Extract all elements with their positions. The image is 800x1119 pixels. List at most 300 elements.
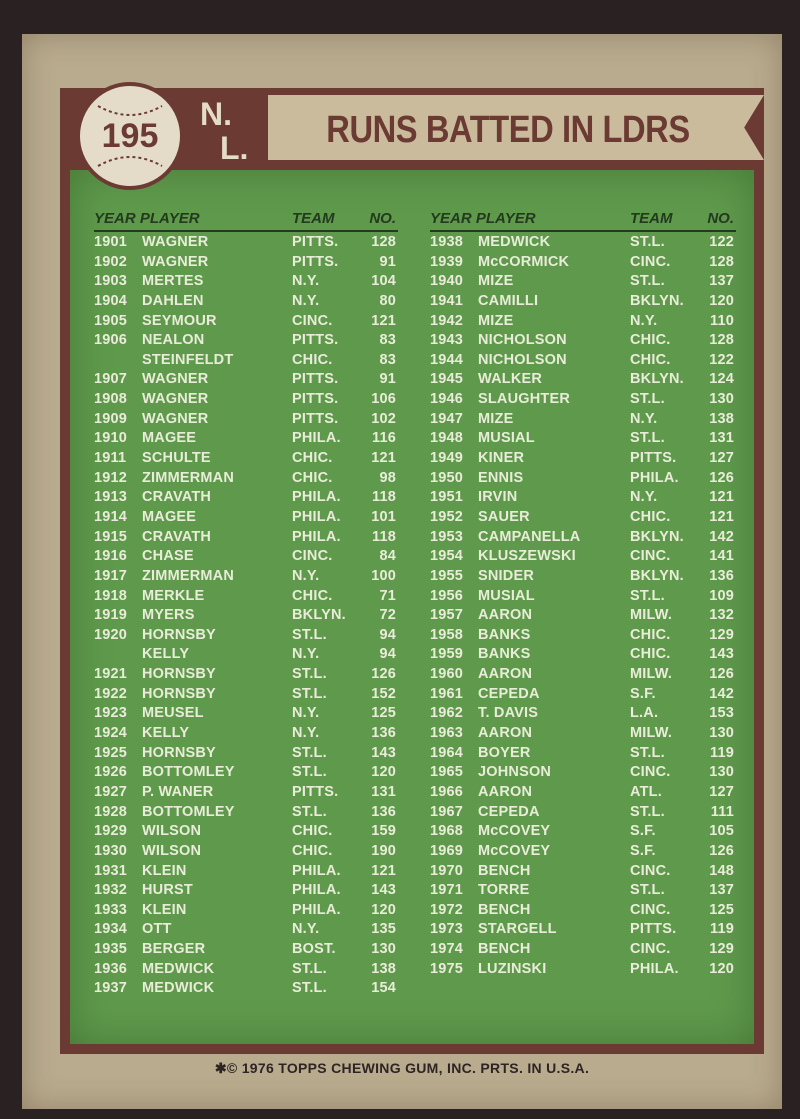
row-player: MAGEE: [142, 430, 197, 447]
row-year: 1936: [94, 960, 128, 977]
table-row: [94, 959, 398, 979]
row-player: MUSIAL: [478, 430, 535, 447]
row-player: KLEIN: [142, 862, 187, 879]
table-row: [94, 625, 398, 645]
row-player: KINER: [478, 450, 525, 467]
row-rbi: 127: [709, 783, 734, 800]
table-row: [94, 507, 398, 527]
row-year: 1947: [430, 410, 464, 427]
row-rbi: 84: [379, 548, 396, 565]
table-row: [94, 802, 398, 822]
row-team: PHILA.: [292, 508, 341, 525]
header-team: TEAM: [292, 210, 335, 227]
row-team: PHILA.: [630, 469, 679, 486]
row-rbi: 126: [709, 666, 734, 683]
row-team: PITTS.: [630, 921, 677, 938]
row-rbi: 126: [709, 469, 734, 486]
row-rbi: 124: [709, 371, 734, 388]
row-rbi: 131: [371, 783, 396, 800]
row-rbi: 120: [709, 960, 734, 977]
league-line-1: N.: [200, 96, 232, 132]
table-row: [430, 959, 736, 979]
row-rbi: 106: [371, 391, 396, 408]
row-team: CHIC.: [630, 508, 671, 525]
row-rbi: 122: [709, 234, 734, 250]
row-team: PITTS.: [292, 332, 339, 349]
row-year: 1950: [430, 469, 464, 486]
row-rbi: 100: [371, 567, 396, 584]
row-player: ZIMMERMAN: [142, 567, 235, 584]
row-player: OTT: [142, 921, 172, 938]
row-rbi: 118: [372, 528, 396, 545]
row-year: 1952: [430, 508, 464, 525]
row-year: 1919: [94, 607, 128, 624]
table-row: [430, 487, 736, 507]
table-row: [430, 703, 736, 723]
row-rbi: 120: [371, 764, 396, 781]
row-rbi: 121: [371, 450, 396, 467]
row-year: 1974: [430, 941, 464, 958]
row-player: BANKS: [478, 626, 531, 643]
row-team: N.Y.: [292, 646, 320, 663]
row-team: ST.L.: [630, 803, 665, 820]
row-player: BANKS: [478, 646, 531, 663]
row-player: AARON: [478, 666, 533, 683]
row-year: 1956: [430, 587, 464, 604]
row-player: CAMILLI: [478, 292, 539, 309]
row-player: IRVIN: [478, 489, 518, 506]
row-team: ST.L.: [292, 685, 327, 702]
row-team: N.Y.: [630, 410, 658, 427]
row-year: 1951: [430, 489, 464, 506]
row-team: ST.L.: [630, 587, 665, 604]
row-player: HORNSBY: [142, 744, 216, 761]
row-player: BOYER: [478, 744, 531, 761]
row-rbi: 119: [710, 921, 734, 938]
row-year: 1943: [430, 332, 464, 349]
row-team: N.Y.: [292, 705, 320, 722]
row-year: 1911: [94, 450, 127, 467]
row-team: CINC.: [630, 941, 671, 958]
row-player: KLEIN: [142, 901, 187, 918]
table-row: [430, 527, 736, 547]
table-row: [430, 723, 736, 743]
table-row: [430, 586, 736, 606]
row-year: 1904: [94, 292, 128, 309]
row-rbi: 110: [710, 312, 734, 329]
table-row: [94, 880, 398, 900]
row-year: 1941: [430, 292, 464, 309]
row-team: N.Y.: [292, 292, 320, 309]
row-year: 1965: [430, 764, 464, 781]
row-team: CINC.: [630, 764, 671, 781]
table-row: [94, 821, 398, 841]
row-team: ST.L.: [292, 626, 327, 643]
table-row: [94, 703, 398, 723]
table-row: [430, 330, 736, 350]
row-rbi: 136: [371, 725, 396, 742]
header-team: TEAM: [630, 210, 673, 227]
table-row: [430, 468, 736, 488]
table-row: [94, 311, 398, 331]
row-team: ST.L.: [292, 666, 327, 683]
row-player: KLUSZEWSKI: [478, 548, 576, 565]
row-rbi: 137: [709, 273, 734, 290]
row-team: BKLYN.: [630, 528, 684, 545]
row-rbi: 94: [379, 626, 396, 643]
row-team: N.Y.: [630, 312, 658, 329]
row-year: 1932: [94, 882, 128, 899]
row-rbi: 130: [709, 764, 734, 781]
row-team: PHILA.: [292, 862, 341, 879]
table-row: [430, 409, 736, 429]
table-row: [430, 644, 736, 664]
row-player: McCOVEY: [478, 842, 551, 859]
row-year: 1934: [94, 921, 128, 938]
row-rbi: 91: [379, 253, 396, 270]
row-team: PITTS.: [292, 234, 339, 250]
row-year: 1939: [430, 253, 464, 270]
row-player: BOTTOMLEY: [142, 764, 235, 781]
row-year: 1908: [94, 391, 128, 408]
row-rbi: 80: [379, 292, 396, 309]
row-rbi: 101: [371, 508, 396, 525]
table-row: [94, 861, 398, 881]
header-year-player: YEAR PLAYER: [430, 210, 536, 227]
row-player: BENCH: [478, 862, 531, 879]
table-row: [94, 586, 398, 606]
row-player: MIZE: [478, 410, 514, 427]
row-team: PHILA.: [292, 528, 341, 545]
table-row: [430, 861, 736, 881]
row-team: ST.L.: [292, 960, 327, 977]
table-row: [430, 507, 736, 527]
table-row: [94, 468, 398, 488]
row-year: 1902: [94, 253, 128, 270]
row-player: WAGNER: [142, 410, 209, 427]
row-team: BOST.: [292, 941, 336, 958]
table-row: [94, 782, 398, 802]
row-player: WILSON: [142, 823, 202, 840]
table-row: [94, 448, 398, 468]
row-player: MUSIAL: [478, 587, 535, 604]
row-player: AARON: [478, 725, 533, 742]
leaders-column-left: [94, 208, 398, 998]
header-year-player: YEAR PLAYER: [94, 210, 200, 227]
row-team: PITTS.: [292, 783, 339, 800]
row-team: BKLYN.: [292, 607, 346, 624]
table-row: [94, 252, 398, 272]
row-player: HORNSBY: [142, 666, 216, 683]
row-year: 1907: [94, 371, 128, 388]
row-year: 1961: [430, 685, 464, 702]
row-team: BKLYN.: [630, 567, 684, 584]
row-rbi: 130: [709, 391, 734, 408]
row-year: 1917: [94, 567, 128, 584]
row-team: CINC.: [630, 862, 671, 879]
row-year: 1913: [94, 489, 128, 506]
table-row: [94, 644, 398, 664]
header-no: NO.: [707, 210, 734, 227]
row-rbi: 91: [379, 371, 396, 388]
row-player: McCORMICK: [478, 253, 570, 270]
table-row: [430, 311, 736, 331]
row-year: 1935: [94, 941, 128, 958]
row-team: CHIC.: [292, 450, 333, 467]
table-row: [430, 880, 736, 900]
row-team: PHILA.: [292, 489, 341, 506]
table-row: [430, 566, 736, 586]
row-team: L.A.: [630, 705, 659, 722]
row-rbi: 190: [371, 842, 396, 859]
row-year: 1921: [94, 666, 128, 683]
row-team: PITTS.: [292, 391, 339, 408]
row-rbi: 120: [371, 901, 396, 918]
row-player: CRAVATH: [142, 489, 212, 506]
row-year: 1933: [94, 901, 128, 918]
row-year: 1957: [430, 607, 464, 624]
copyright-footer: ✱© 1976 TOPPS CHEWING GUM, INC. PRTS. IN U.S.A.: [214, 1060, 590, 1076]
row-rbi: 141: [709, 548, 734, 565]
row-year: 1915: [94, 528, 128, 545]
table-row: [94, 919, 398, 939]
row-team: ST.L.: [630, 882, 665, 899]
row-rbi: 94: [379, 646, 396, 663]
row-team: CHIC.: [292, 823, 333, 840]
row-rbi: 83: [379, 351, 396, 368]
column-header: [94, 208, 398, 232]
row-player: KELLY: [142, 725, 190, 742]
table-row: [94, 271, 398, 291]
row-year: 1971: [430, 882, 464, 899]
row-team: PITTS.: [292, 371, 339, 388]
row-year: 1948: [430, 430, 464, 447]
table-row: [94, 841, 398, 861]
row-year: 1925: [94, 744, 128, 761]
row-player: CEPEDA: [478, 803, 540, 820]
row-year: 1949: [430, 450, 464, 467]
row-player: WALKER: [478, 371, 543, 388]
row-rbi: 126: [371, 666, 396, 683]
row-player: MEDWICK: [478, 234, 551, 250]
row-team: S.F.: [630, 842, 656, 859]
table-row: [94, 684, 398, 704]
row-year: 1973: [430, 921, 464, 938]
league-line-2: L.: [220, 130, 249, 166]
row-year: 1975: [430, 960, 464, 977]
row-rbi: 154: [371, 980, 396, 997]
row-rbi: 121: [371, 862, 396, 879]
row-rbi: 109: [709, 587, 734, 604]
row-year: 1926: [94, 764, 128, 781]
table-row: [94, 546, 398, 566]
row-year: 1964: [430, 744, 464, 761]
row-rbi: 136: [709, 567, 734, 584]
row-player: MAGEE: [142, 508, 197, 525]
row-player: STEINFELDT: [142, 351, 234, 368]
row-rbi: 135: [371, 921, 396, 938]
table-row: [94, 723, 398, 743]
table-row: [94, 900, 398, 920]
row-team: PHILA.: [292, 901, 341, 918]
row-rbi: 159: [371, 823, 396, 840]
row-team: PITTS.: [292, 253, 339, 270]
row-player: WAGNER: [142, 371, 209, 388]
header-no: NO.: [369, 210, 396, 227]
row-year: 1927: [94, 783, 128, 800]
row-year: 1931: [94, 862, 128, 879]
row-player: BENCH: [478, 941, 531, 958]
row-rbi: 138: [371, 960, 396, 977]
row-rbi: 125: [371, 705, 396, 722]
row-year: 1966: [430, 783, 464, 800]
row-year: 1972: [430, 901, 464, 918]
row-team: ST.L.: [292, 764, 327, 781]
row-rbi: 137: [709, 882, 734, 899]
row-team: MILW.: [630, 725, 673, 742]
row-player: MERTES: [142, 273, 204, 290]
table-row: [430, 664, 736, 684]
row-year: 1945: [430, 371, 464, 388]
row-team: MILW.: [630, 607, 673, 624]
table-row: [94, 487, 398, 507]
row-player: HORNSBY: [142, 685, 216, 702]
row-year: 1969: [430, 842, 464, 859]
row-team: PITTS.: [630, 450, 677, 467]
row-player: LUZINSKI: [478, 960, 547, 977]
table-row: [430, 271, 736, 291]
row-player: BOTTOMLEY: [142, 803, 235, 820]
row-year: 1959: [430, 646, 464, 663]
table-row: [94, 743, 398, 763]
row-player: DAHLEN: [142, 292, 204, 309]
row-player: SNIDER: [478, 567, 534, 584]
table-row: [94, 762, 398, 782]
row-rbi: 105: [709, 823, 734, 840]
row-rbi: 71: [379, 587, 396, 604]
row-team: CINC.: [292, 312, 333, 329]
row-year: 1901: [94, 234, 128, 250]
row-rbi: 152: [371, 685, 396, 702]
row-team: N.Y.: [630, 489, 658, 506]
row-player: HORNSBY: [142, 626, 216, 643]
row-rbi: 128: [709, 332, 734, 349]
row-team: BKLYN.: [630, 292, 684, 309]
league-label: [190, 98, 260, 168]
row-team: PHILA.: [292, 430, 341, 447]
row-player: SLAUGHTER: [478, 391, 571, 408]
table-row: [430, 821, 736, 841]
row-year: 1953: [430, 528, 464, 545]
row-team: BKLYN.: [630, 371, 684, 388]
row-team: CINC.: [630, 548, 671, 565]
row-team: N.Y.: [292, 921, 320, 938]
row-rbi: 121: [371, 312, 396, 329]
baseball-icon: [76, 82, 184, 190]
row-rbi: 153: [709, 705, 734, 722]
row-player: P. WANER: [142, 783, 214, 800]
row-player: NICHOLSON: [478, 351, 567, 368]
table-row: [94, 978, 398, 998]
row-rbi: 131: [709, 430, 734, 447]
row-player: T. DAVIS: [478, 705, 539, 722]
row-team: CHIC.: [630, 332, 671, 349]
leaders-list-left: [94, 232, 398, 998]
row-year: 1930: [94, 842, 128, 859]
row-rbi: 126: [709, 842, 734, 859]
row-player: SCHULTE: [142, 450, 211, 467]
row-rbi: 142: [709, 685, 734, 702]
table-row: [430, 369, 736, 389]
row-rbi: 127: [709, 450, 734, 467]
row-year: 1916: [94, 548, 128, 565]
row-team: PHILA.: [292, 882, 341, 899]
row-player: McCOVEY: [478, 823, 551, 840]
row-rbi: 136: [371, 803, 396, 820]
row-player: WAGNER: [142, 234, 209, 250]
row-player: TORRE: [478, 882, 530, 899]
row-team: ST.L.: [292, 744, 327, 761]
table-row: [430, 762, 736, 782]
row-year: 1909: [94, 410, 128, 427]
row-rbi: 121: [709, 508, 734, 525]
row-rbi: 142: [709, 528, 734, 545]
row-player: ENNIS: [478, 469, 524, 486]
row-rbi: 143: [709, 646, 734, 663]
row-year: 1942: [430, 312, 464, 329]
row-rbi: 119: [710, 744, 734, 761]
row-player: MEUSEL: [142, 705, 204, 722]
table-row: [94, 330, 398, 350]
row-year: 1955: [430, 567, 464, 584]
table-row: [430, 252, 736, 272]
row-year: 1963: [430, 725, 464, 742]
row-team: MILW.: [630, 666, 673, 683]
table-row: [430, 291, 736, 311]
row-rbi: 83: [379, 332, 396, 349]
row-player: NICHOLSON: [478, 332, 567, 349]
card-number: 195: [101, 117, 159, 155]
row-year: 1958: [430, 626, 464, 643]
row-rbi: 148: [709, 862, 734, 879]
row-rbi: 118: [372, 489, 396, 506]
row-year: 1924: [94, 725, 128, 742]
row-player: NEALON: [142, 332, 205, 349]
row-year: 1946: [430, 391, 464, 408]
row-team: ST.L.: [292, 803, 327, 820]
table-row: [94, 350, 398, 370]
table-row: [430, 802, 736, 822]
row-team: S.F.: [630, 685, 656, 702]
row-year: 1970: [430, 862, 464, 879]
leaders-column-right: [430, 208, 736, 978]
row-rbi: 102: [371, 410, 396, 427]
table-row: [94, 409, 398, 429]
row-rbi: 143: [371, 882, 396, 899]
row-player: CEPEDA: [478, 685, 540, 702]
row-year: 1938: [430, 234, 464, 250]
row-team: N.Y.: [292, 273, 320, 290]
row-year: 1940: [430, 273, 464, 290]
row-player: BENCH: [478, 901, 531, 918]
table-row: [430, 448, 736, 468]
row-year: 1954: [430, 548, 464, 565]
table-row: [94, 605, 398, 625]
row-player: CRAVATH: [142, 528, 212, 545]
row-year: 1937: [94, 980, 128, 997]
table-row: [430, 546, 736, 566]
row-year: 1918: [94, 587, 128, 604]
